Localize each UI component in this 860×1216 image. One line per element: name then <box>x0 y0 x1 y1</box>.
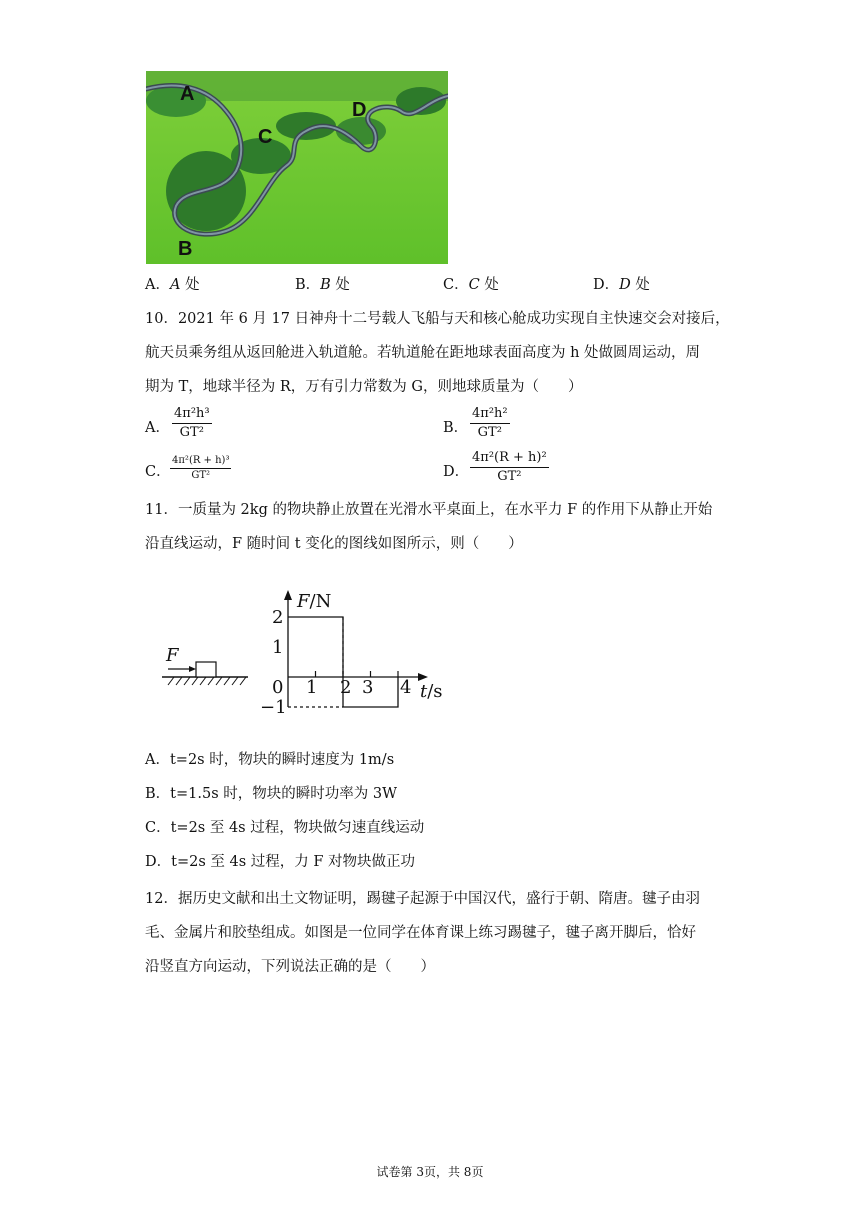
photo-label-c: C <box>258 126 273 148</box>
q11-option-a: A．t=2s 时，物块的瞬时速度为 1m/s <box>145 752 395 768</box>
y-tick-0: 0 <box>272 677 284 698</box>
x-tick-4: 4 <box>400 677 412 698</box>
y-tick-2: 2 <box>272 607 284 628</box>
y-axis-label: F/N <box>297 591 332 612</box>
photo-label-b: B <box>178 238 193 260</box>
force-label: F <box>166 645 179 666</box>
x-tick-2: 2 <box>340 677 352 698</box>
q10-option-c-formula: $\frac{\text{4π²(R + h)³}}{\text{GT²}}$ <box>172 455 230 481</box>
q10-option-b-formula: $\frac{\text{4π²h²}}{\text{GT²}}$ <box>472 406 508 440</box>
q9-option-d: D．D 处 <box>593 277 650 293</box>
q10-stem-line-3: 期为 T，地球半径为 R，万有引力常数为 G，则地球质量为（ ） <box>145 379 583 395</box>
q9-option-b: B．B 处 <box>295 277 350 293</box>
q11-option-b: B．t=1.5s 时，物块的瞬时功率为 3W <box>145 786 397 802</box>
y-tick-1: 1 <box>272 637 284 658</box>
x-tick-1: 1 <box>306 677 318 698</box>
river-meander-photo <box>146 71 448 264</box>
q10-option-a-label: A． <box>145 420 170 436</box>
q12-stem-line-1: 12．据历史文献和出土文物证明，踢毽子起源于中国汉代，盛行于朝、隋唐。毽子由羽 <box>145 891 700 907</box>
q11-stem-line-2: 沿直线运动，F 随时间 t 变化的图线如图所示，则（ ） <box>145 536 523 552</box>
photo-label-a: A <box>180 83 195 105</box>
y-tick-neg1: −1 <box>260 697 287 718</box>
page-footer: 试卷第 3页，共 8页 <box>376 1165 484 1179</box>
q11-option-d: D．t=2s 至 4s 过程，力 F 对物块做正功 <box>145 854 416 870</box>
q10-option-d-label: D． <box>443 464 470 480</box>
q12-stem-line-2: 毛、金属片和胶垫组成。如图是一位同学在体育课上练习踢毽子，毽子离开脚后，恰好 <box>145 925 696 941</box>
q11-force-time-figure <box>160 585 460 724</box>
q11-option-c: C．t=2s 至 4s 过程，物块做匀速直线运动 <box>145 820 425 836</box>
q10-option-a-formula: $\frac{\text{4π²h³}}{\text{GT²}}$ <box>174 406 210 440</box>
q10-option-c-label: C． <box>145 464 171 480</box>
q10-option-b-label: B． <box>443 420 469 436</box>
photo-label-d: D <box>352 99 367 121</box>
q10-stem-line-2: 航天员乘务组从返回舱进入轨道舱。若轨道舱在距地球表面高度为 h 处做圆周运动，周 <box>145 345 701 361</box>
q12-stem-line-3: 沿竖直方向运动，下列说法正确的是（ ） <box>145 959 435 975</box>
x-axis-label: t/s <box>420 681 443 702</box>
x-tick-3: 3 <box>362 677 374 698</box>
q9-option-a: A．A 处 <box>145 277 200 293</box>
q11-stem-line-1: 11．一质量为 2kg 的物块静止放置在光滑水平桌面上，在水平力 F 的作用下从静止开始 <box>145 502 713 518</box>
x-tick-marks <box>316 671 399 677</box>
q9-option-c: C．C 处 <box>443 277 499 293</box>
q10-stem-line-1: 10．2021 年 6 月 17 日神舟十二号载人飞船与天和核心舱成功实现自主快速交会对接后， <box>145 311 730 327</box>
q10-option-d-formula: $\frac{\text{4π²(R + h)²}}{\text{GT²}}$ <box>472 450 547 484</box>
